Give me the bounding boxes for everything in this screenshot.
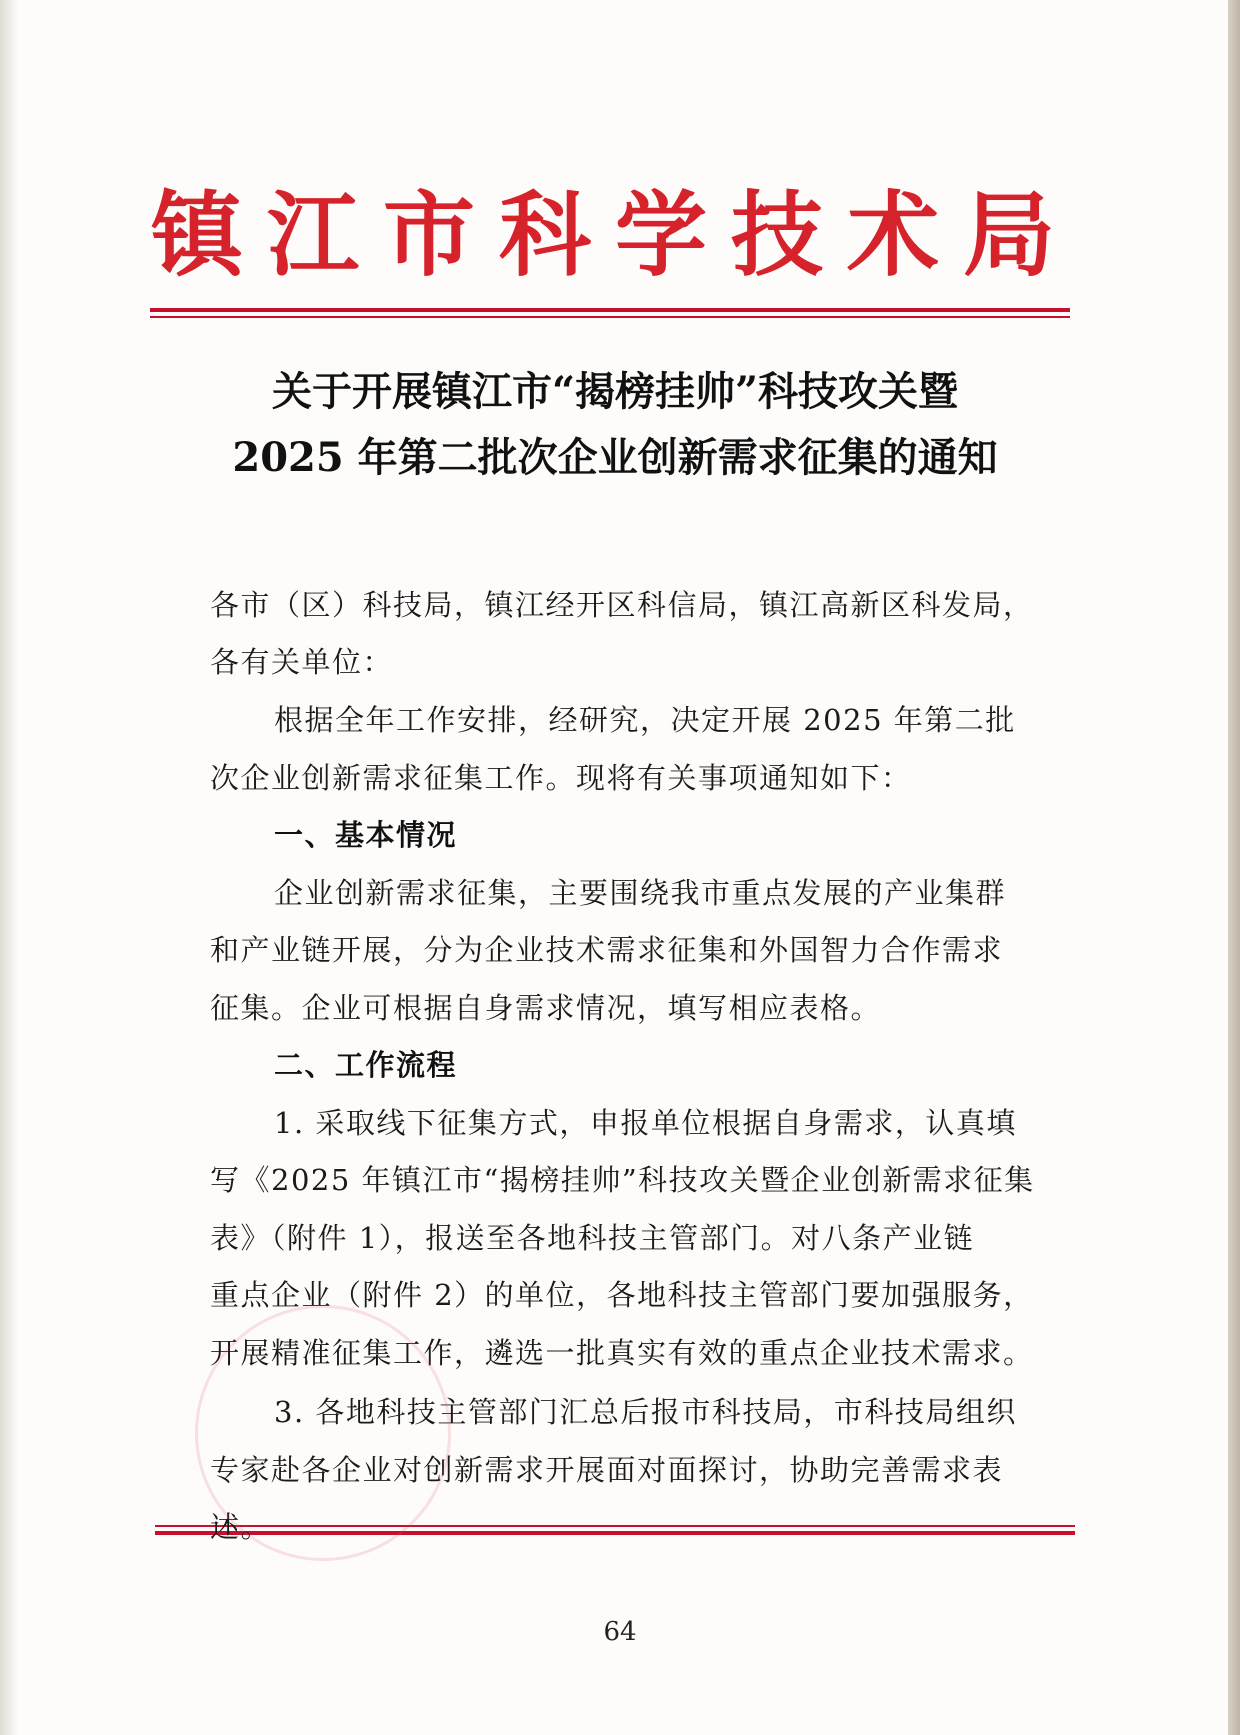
item1-line-3: 表》（附件 1），报送至各地科技主管部门。对八条产业链 bbox=[210, 1221, 975, 1255]
addressee-line-2: 各有关单位： bbox=[210, 645, 394, 679]
addressee-line-1: 各市（区）科技局，镇江经开区科信局，镇江高新区科发局， bbox=[210, 588, 1034, 622]
item3-line-3: 述。 bbox=[210, 1510, 272, 1544]
masthead-red-rule bbox=[150, 308, 1070, 312]
section1-line-3: 征集。企业可根据自身需求情况，填写相应表格。 bbox=[210, 991, 882, 1025]
section-heading-basic: 一、基本情况 bbox=[274, 818, 458, 852]
masthead-title: 镇江市科学技术局 bbox=[150, 181, 1079, 289]
item1-line-2: 写《2025 年镇江市“揭榜挂帅”科技攻关暨企业创新需求征集 bbox=[210, 1163, 1035, 1197]
intro-line-2: 次企业创新需求征集工作。现将有关事项通知如下： bbox=[210, 761, 912, 795]
section1-line-1: 企业创新需求征集，主要围绕我市重点发展的产业集群 bbox=[274, 876, 1007, 910]
section1-line-2: 和产业链开展，分为企业技术需求征集和外国智力合作需求 bbox=[210, 933, 1004, 967]
item1-line-4: 重点企业（附件 2）的单位，各地科技主管部门要加强服务， bbox=[210, 1278, 1034, 1312]
page-edge-background bbox=[1228, 0, 1240, 1735]
item3-line-2: 专家赴各企业对创新需求开展面对面探讨，协助完善需求表 bbox=[210, 1453, 1004, 1487]
item1-line-1: 1. 采取线下征集方式，申报单位根据自身需求，认真填 bbox=[274, 1106, 1017, 1140]
page-number: 64 bbox=[603, 1617, 637, 1647]
item3-line-1: 3. 各地科技主管部门汇总后报市科技局，市科技局组织 bbox=[274, 1395, 1017, 1429]
masthead-red-rule-thin bbox=[150, 316, 1070, 318]
notice-title-line-2: 2025 年第二批次企业创新需求征集的通知 bbox=[232, 434, 998, 481]
page-left-shadow bbox=[0, 0, 18, 1735]
intro-line-1: 根据全年工作安排，经研究，决定开展 2025 年第二批 bbox=[274, 703, 1016, 737]
item1-line-5: 开展精准征集工作，遴选一批真实有效的重点企业技术需求。 bbox=[210, 1336, 1034, 1370]
notice-title-line-1: 关于开展镇江市“揭榜挂帅”科技攻关暨 bbox=[271, 368, 958, 415]
section-heading-workflow: 二、工作流程 bbox=[274, 1048, 458, 1082]
